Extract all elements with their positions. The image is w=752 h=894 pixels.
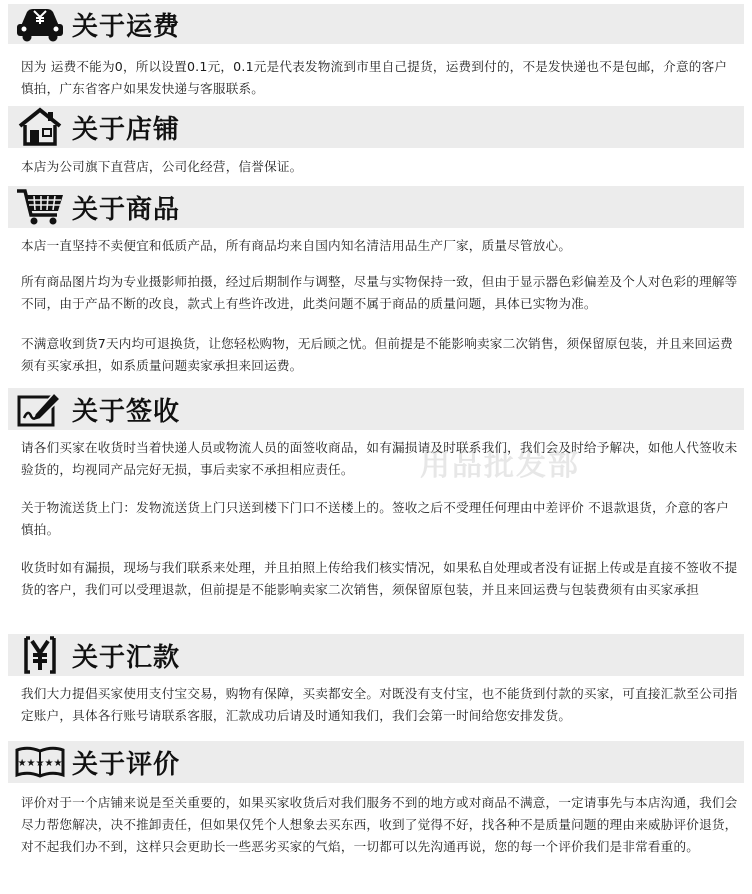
paragraph-receipt-1: 请各们买家在收货时当着快递人员或物流人员的面签收商品，如有漏损请及时联系我们，我们会及时给予解决，如他人代签收未验货的，均视同产品完好无损，事后卖家不承担相应责任。 — [21, 440, 738, 477]
section-title-receipt: 关于签收 — [72, 396, 181, 427]
svg-text:★★★★★: ★★★★★ — [17, 758, 63, 769]
section-title-payment: 关于汇款 — [72, 642, 181, 673]
section-header-payment — [8, 634, 744, 676]
watermark: 用品批发部 — [420, 448, 580, 483]
section-header-review — [8, 741, 744, 783]
section-header-goods — [8, 186, 744, 228]
shopping-cart-icon — [14, 187, 66, 227]
paragraph-goods-3: 不满意收到货7天内均可退换货，让您轻松购物，无后顾之忧。但前提是不能影响卖家二次销售，须保留原包装，并且来回运费须有买家承担，如系质量问题卖家承担来回运费。 — [21, 336, 733, 373]
section-header-store — [8, 106, 744, 148]
car-yen-icon — [14, 4, 66, 44]
paragraph-review-1: 评价对于一个店铺来说是至关重要的，如果买家收货后对我们服务不到的地方或对商品不满意，一定请事先与本店沟通，我们会尽力帮您解决，决不推卸责任，但如果仅凭个人想象去买东西，收到了觉得不好，找各种不是质量问题的理由来威胁评价退货，对不起我们办不到，这样只会更助长一些恶劣买家的气焰，一切都可以先沟通再说，您的每一个评价我们是非常看重的。 — [21, 795, 738, 854]
house-icon — [14, 107, 66, 147]
yen-sign-icon — [14, 635, 66, 675]
paragraph-shipping-1: 因为 运费不能为0，所以设置0.1元，0.1元是代表发物流到市里自己提货，运费到付的，不是发快递也不是包邮，介意的客户慎拍，广东省客户如果发快递与客服联系。 — [21, 59, 728, 96]
section-title-goods: 关于商品 — [72, 194, 181, 225]
paragraph-goods-2: 所有商品图片均为专业摄影师拍摄，经过后期制作与调整，尽量与实物保持一致，但由于显示器色彩偏差及个人对色彩的理解等不同，由于产品不断的改良，款式上有些许改进，此类问题不属于商品的质量问题，具体已实物为准。 — [21, 274, 738, 311]
paragraph-receipt-3: 收货时如有漏损，现场与我们联系来处理，并且拍照上传给我们核实情况，如果私自处理或者没有证据上传或是直接不签收不提货的客户，我们可以受理退款，但前提是不能影响卖家二次销售，须保留原包装，并且来回运费与包装费须有由买家承担 — [21, 560, 738, 597]
paragraph-store-1: 本店为公司旗下直营店，公司化经营，信誉保证。 — [21, 159, 303, 174]
rating-book-icon — [14, 742, 66, 782]
paragraph-payment-1: 我们大力提倡买家使用支付宝交易，购物有保障，买卖都安全。对既没有支付宝，也不能货到付款的买家，可直接汇款至公司指定账户，具体各行账号请联系客服，汇款成功后请及时通知我们，我们会第一时间给您安排发货。 — [21, 686, 738, 723]
section-title-store: 关于店铺 — [72, 114, 181, 145]
section-header-receipt — [8, 388, 744, 430]
section-title-shipping: 关于运费 — [72, 11, 181, 42]
section-header-shipping — [8, 4, 744, 44]
signature-icon — [14, 389, 66, 429]
section-title-review: 关于评价 — [72, 749, 181, 780]
paragraph-receipt-2: 关于物流送货上门：发物流送货上门只送到楼下门口不送楼上的。签收之后不受理任何理由中差评价 不退款退货，介意的客户慎拍。 — [21, 500, 729, 537]
paragraph-goods-1: 本店一直坚持不卖便宜和低质产品，所有商品均来自国内知名清洁用品生产厂家，质量尽管放心。 — [21, 238, 572, 253]
